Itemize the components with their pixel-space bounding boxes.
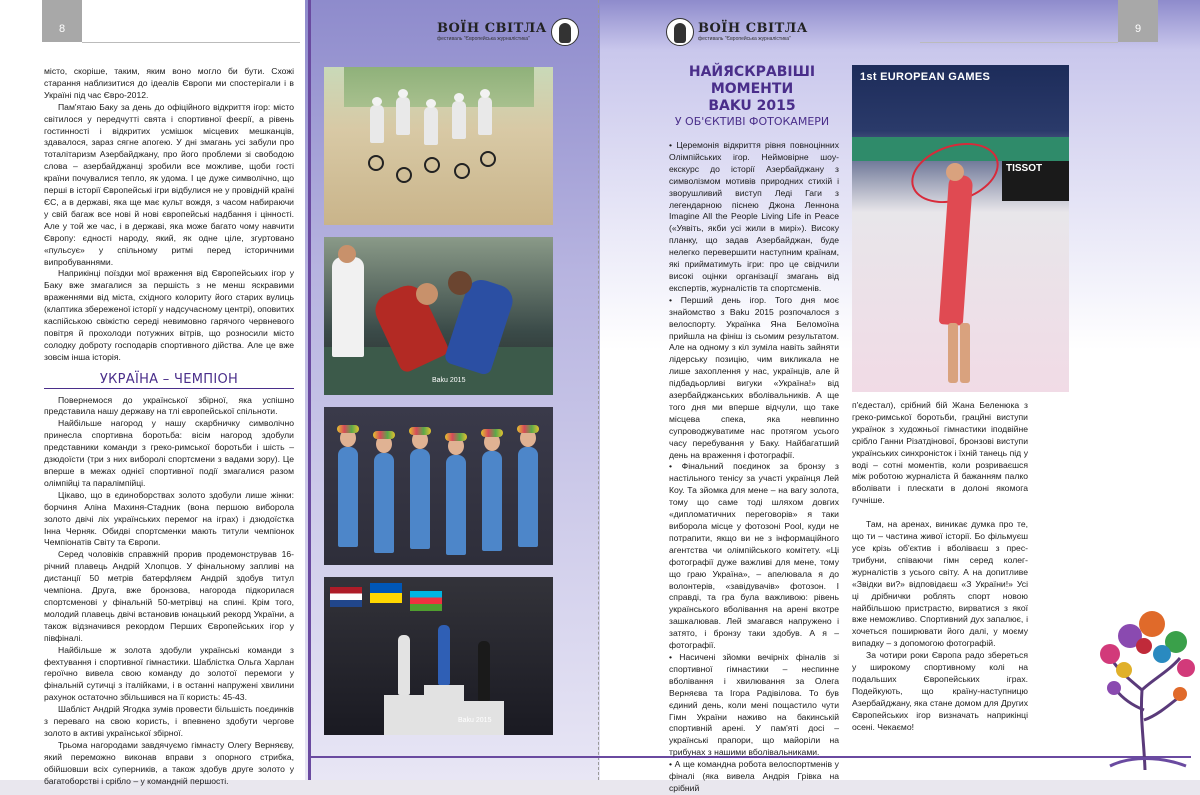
gymnastics-podium-photo xyxy=(324,577,553,735)
paragraph: За чотири роки Європа радо збереться у широкому спортивному колі на подальших Європейських іграх. Подейкують, що країну-наступницю Азербайджану, яка станe домом для Других Європейських ігор визначать наприкінці осені. Чекаємо! xyxy=(852,650,1028,732)
referee-head xyxy=(338,245,356,263)
podium-step xyxy=(384,695,424,735)
bullet-paragraph: • Насичені зйомки вечірніх фіналів зі спортивної гімнастики – неспинне вболівання і хвилювання за Олега Верняєва та Ігора Радівілова. То був єдиний день, коли мені пощастило чути Гімн України наживо на бакинській спортивній арені. У пам'яті досі – українські прапори, що майоріли на трибунах з нашими вболівальниками. xyxy=(669,652,839,759)
cyclist-figure xyxy=(370,105,384,143)
header-rule-left xyxy=(82,42,300,43)
flower-wreath xyxy=(409,427,431,435)
wrestler-head xyxy=(448,271,472,295)
cyclist-figure xyxy=(452,101,466,139)
article-title xyxy=(672,64,832,129)
paragraph: Наприкінці поїздки мої враження від Європейських ігор у Баку вже змагалися за першість з не менш яскравими враженнями від міста, східного колориту його старих вулиць (клаптика збереженої історії у надсучасному центрі), оповитих каспійською свіжістю середі невимовно гарячого червневого повітря й прохолоди потужних вітрів, що розносили місто солодку доброту господарів спортивного дійства. Але це вже зовсім інша історія. xyxy=(44,268,294,362)
athlete-figure xyxy=(398,635,410,695)
bullet-paragraph: • Фінальний поєдинок за бронзу з настільного тенісу за участі українця Лей Коу. Та зйомка для мене – на вагу золота, тому що саме тоді шляхом довгих «дипломатичних переговорів» я таки виборола місце у фотозоні Pool, куди не потрапити, якщо ви не з інформаційного агентства чи олімпійського комітету. «Ці фотографії дуже важливі для мене, тому що граю Україна», – апелювала я до волонтерів, «завідувачів» фотозон. І справді, та гра була важливою: рівень українського вболівання на арені вкотре зашкалював. Лей змагався напружено і затято, і бронзу таки здобув. А я – фотографії. xyxy=(669,461,839,652)
bike-wheel xyxy=(396,167,412,183)
gymnast-figure xyxy=(410,449,430,549)
bullet-paragraph: • Перший день ігор. Того дня моє знайомство з Baku 2015 розпочалося з велоспорту. Українка Яна Беломоїна прийшла на фініш із сьомим результатом. Але на одному з кіл зуміла навіть зайняти лідерську позицію, чим викликала не лише захоплення у нас, українців, але й підбадьорливі вигуки «Україна!» від азербайджанських вболівальників. А ще того дня ми вперше відчули, що таке місцева спека, яка невпинно супроводжуватиме нас протягом усього часу перебування у Баку. Найбагатший день на враження і фотографії. xyxy=(669,295,839,462)
bike-wheel xyxy=(480,151,496,167)
gymnast-leg xyxy=(960,323,970,383)
podium-step xyxy=(424,685,464,735)
gymnast-figure xyxy=(482,451,502,551)
magazine-logo-left xyxy=(437,15,579,49)
bullet-paragraph: • А ще командна робота велоспортменів у фіналі (яка вивела Андрія Грівка на срібний xyxy=(669,759,839,795)
wrestler-head xyxy=(416,283,438,305)
logo-emblem-icon xyxy=(551,18,579,46)
page-number-right: 9 xyxy=(1118,0,1158,42)
paragraph: Найбільше нагород у нашу скарбничку символічно принесла спортивна боротьба: вісім нагород здобули представники команди з греко-римської боротьби і шість – дзюдоїсти (три з них виборолі спортсмени з вадами зору). Це вперше в межах однієї спортивної події змагалися разом олімпійці та паралімпійці. xyxy=(44,418,294,488)
logo-subtitle: фестиваль "Європейська журналістика" xyxy=(437,35,530,42)
paragraph: Трьома нагородами завдячуємо гімнасту Олегу Верняєву, який переможно виконав вправи з опорного стрибка, обійшовши всіх суперників, а також здобув друге золото у багатоборстві і срібло – у командній першості. xyxy=(44,739,294,786)
decorative-tree-icon xyxy=(1090,580,1200,770)
gymnast-figure xyxy=(446,455,466,555)
rhythmic-gymnast-photo xyxy=(852,65,1069,392)
gymnast-figure xyxy=(518,447,538,547)
referee-figure xyxy=(332,257,364,357)
gymnast-head xyxy=(946,163,964,181)
european-games-banner: 1st EUROPEAN GAMES xyxy=(860,71,991,83)
paragraph: Цікаво, що в єдиноборствах золото здобули лише жінки: борчиня Аліна Махиня-Стадник (вона першою виборола золото двічі ліх українських перемог на іграх) і дзюдоїстка Інна Черняк. Обидві спортсменки мають титули чемпіонок Чемпіонатів Світу та Європи. xyxy=(44,489,294,548)
right-article-column-2 xyxy=(852,400,1028,733)
paragraph: Найбільше ж золота здобули українські команди з фехтування і спортивної гімнастики. Шаблістка Ольга Харлан героїчно вивела свою команду до золотої перемоги у фінальній сутичці з італійками, і в останні напружені хвилини рахунок остаточно збільшився на її користь: 45-43. xyxy=(44,644,294,703)
title-line-3: У ОБ'ЄКТИВІ ФОТОКАМЕРИ xyxy=(674,115,830,128)
flag-ukraine xyxy=(370,583,402,603)
logo-title: ВОЇН СВІТЛА xyxy=(437,20,547,36)
cyclist-figure xyxy=(478,97,492,135)
photo-watermark: Baku 2015 xyxy=(432,377,466,384)
flower-wreath xyxy=(481,429,503,437)
cyclist-figure xyxy=(424,107,438,145)
paragraph: Шабліст Андрій Ягодка зумів провести більшість поєдинків з переваго на свою користь, і впевнено здобути чергове золото в активі української збірної. xyxy=(44,704,294,738)
logo-subtitle: фестиваль "Європейська журналістика" xyxy=(698,35,791,42)
gymnast-leg xyxy=(948,323,958,383)
flag-netherlands xyxy=(330,587,362,607)
athlete-figure xyxy=(438,625,450,685)
paragraph: п'єдестал), срібний бій Жана Беленюка з греко-римської боротьби, грацйні виступи українок з художньої гімнастики іподвійне срібло Ганни Різатдінової, бронзові виступи українських синхроністок і їхній танець під у воді – сотні моментів, коли розриваєшся між роботою журналіста й бажанням палко вболівати і плескати в долоні якомога гучніше. xyxy=(852,400,1028,506)
logo-title: ВОЇН СВІТЛА xyxy=(698,20,808,36)
paragraph: місто, скоріше, таким, яким воно могло би бути. Схожі старання наблизитися до ідеалів Європи ми спостерігали і в Україні під час Євро-2012. xyxy=(44,66,294,100)
paragraph: Там, на аренах, виникає думка про те, що ти – частина живої історії. Бо фільмуєш усе крізь об'єктив і вболіваєш з прес-трибуни, співаючи гімн серед колег-журналістів з усього світу. А на допитливе «Звідки ви?» відповідаєш «З України!» Усі ці дрібнички роблять спорт новою найбільшою пристрастю, вирватися з якої вже неможливо. Спортивний дух запалює, і хочеться поширювати його далі, у моєму випадку – з допомогою фотографій. xyxy=(852,519,1028,649)
left-article-column xyxy=(44,66,294,787)
cyclists-photo xyxy=(324,67,553,225)
paragraph: Пам'ятаю Баку за день до офіційного відкриття ігор: місто світилося у передчутті свята і спортивної феєрії, а рівень гостинності і відкритих усмішок місцевих мешканців, здавалося, зараз сягне апогею. У дні змагань усі забули про тоталітаризм Азербайджану, про його проблеми зі свободою слова – азербайджанці зробили все можливе, щоби гості країни почувалися тепло, як удома. І це дуже символічно, що перші в історії Європейські ігри відбулися не у провідній країні ЄС, а в державі, яка ще має культ вождя, з часом набираючи у свій багаж все нові й нові європейські надбання і цінності. Але у той же час, і в державі, яка може багато чому навчити Європу: єдності народу, який, як одне ціле, згуртовано «пульсує» у спільному ритмі перед історичними випробуваннями. xyxy=(44,101,294,267)
spread-gutter xyxy=(598,0,599,780)
ukrainian-gymnasts-photo xyxy=(324,407,553,565)
flag-azerbaijan xyxy=(410,591,442,611)
cyclist-figure xyxy=(396,97,410,135)
title-line-2: BAKU 2015 xyxy=(708,98,796,114)
flower-wreath xyxy=(445,433,467,441)
paragraph: Серед чоловіків справжній прорив продемонстрував 16-річний плавець Андрій Хлопцов. У фінальному запливі на дистанції 50 метрів батерфляєм Андрій здобув титул чемпіона. Друга, вже бронзова, нагорода підкорилася спортсменові у фінальній 50-метрівці на спині. Крім того, молодий плавець двічі встановив юнацький рекорд України, а також відзначився рекордом Перших Європейських ігор у півфіналі. xyxy=(44,549,294,643)
flower-wreath xyxy=(337,425,359,433)
section-heading: УКРАЇНА – ЧЕМПІОН xyxy=(44,374,294,389)
magazine-logo-right xyxy=(666,15,808,49)
header-rule-right xyxy=(920,42,1118,43)
athlete-figure xyxy=(478,641,490,701)
bike-wheel xyxy=(368,155,384,171)
flower-wreath xyxy=(373,431,395,439)
bullet-paragraph: • Церемонія відкриття рівня повноцінних Олімпійських ігор. Неймовірне шоу-екскурс до історії Азербайджану з символізмом мотивів природних стихій і зворушливий виступ Леді Гаги з легендарною піснею Джона Леннона Imagine All the People Living Life in Peace («Уявіть, якби усі жили в мирі»). Високу планку, що задав Азербайджан, буде нелегко перевершити наступним країнам, які прийматимуть ігри: про це свідчили високі оцінки організації змагань від експертів, журналістів та спортсменів. xyxy=(669,140,839,295)
flower-wreath xyxy=(517,425,539,433)
gymnast-figure xyxy=(338,447,358,547)
logo-emblem-icon xyxy=(666,18,694,46)
wrestling-photo xyxy=(324,237,553,395)
right-article-column-1 xyxy=(669,140,839,795)
sponsor-sign: TISSOT xyxy=(1006,163,1043,174)
photo-watermark: Baku 2015 xyxy=(458,717,492,724)
bike-wheel xyxy=(454,163,470,179)
bike-wheel xyxy=(424,157,440,173)
page-border xyxy=(308,0,311,780)
title-line-1: НАЙЯСКРАВІШІ МОМЕНТИ xyxy=(688,64,816,97)
gymnast-figure xyxy=(374,453,394,553)
page-number-left: 8 xyxy=(42,0,82,42)
paragraph: Повернемося до української збірної, яка успішно представила нашу державу на тлі європейської спільноти. xyxy=(44,394,294,417)
